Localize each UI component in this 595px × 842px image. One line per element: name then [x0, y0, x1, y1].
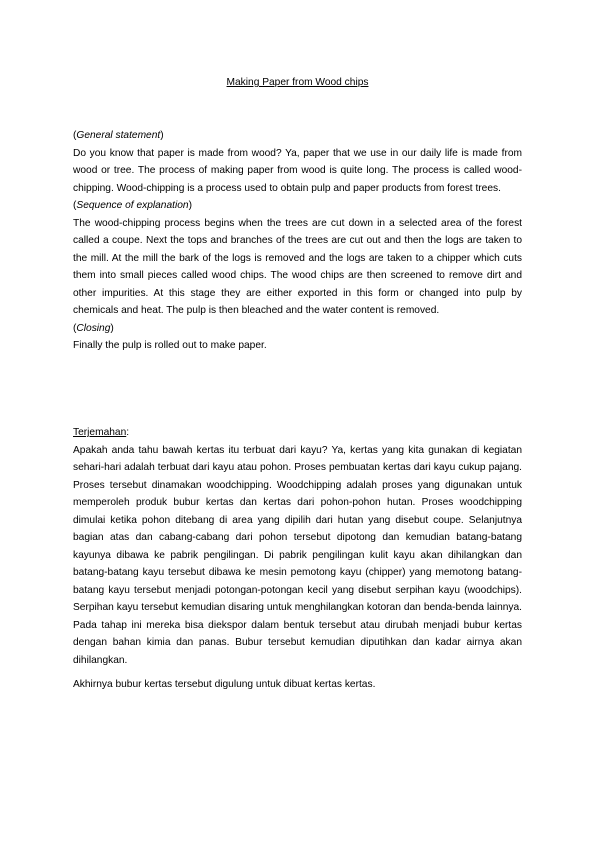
sequence-text: The wood-chipping process begins when the trees are cut down in a selected area of the forest called a coupe. Next the tops and branches of the trees are cut out and then the logs are taken to the mill. At the mill the bark of the logs is removed and the logs are taken to a chipper which cuts them into small pieces called wood chips. The wood chips are then screened to remove dirt and other impurities. At this stage they are either exported in this form or changed into pulp by chemicals and heat. The pulp is then bleached and the water content is removed.: [73, 217, 522, 316]
translation-section: [73, 424, 522, 669]
sequence-label-text: Sequence of explanation: [76, 200, 189, 211]
closing-label: (Closing): [73, 322, 114, 334]
english-section: [73, 127, 522, 355]
translation-closing: Akhirnya bubur kertas tersebut digulung untuk dibuat kertas kertas.: [73, 679, 376, 690]
translation-heading: [73, 424, 522, 442]
translation-closing-section: [73, 676, 522, 694]
general-statement-text: Do you know that paper is made from wood? Ya, paper that we use in our daily life is made from wood or tree. The process of making paper from wood is quite long. The process is called wood-chipping. Wood-chipping is a process used to obtain pulp and paper products from forest trees.: [73, 147, 522, 194]
translation-heading-colon: :: [126, 427, 130, 438]
closing-text: Finally the pulp is rolled out to make paper.: [73, 340, 267, 351]
translation-body: Apakah anda tahu bawah kertas itu terbuat dari kayu? Ya, kertas yang kita gunakan di kegiatan sehari-hari adalah terbuat dari kayu atau pohon. Proses pembuatan kertas dari kayu cukup pajang. Proses tersebut dinamakan woodchipping. Woodchipping adalah proses yang digunakan untuk memperoleh produk bubur kertas dan kertas dari pohon-pohon hutan. Proses woodchipping dimulai ketika pohon ditebang di area yang dipilih dari hutan yang disebut coupe. Selanjutnya bagian atas dan cabang-cabang dari pohon tersebut dipotong dan kemudian batang-batang kayunya dibawa ke pabrik pengilingan. Di pabrik pengilingan kulit kayu akan dihilangkan dan batang-batang kayu tersebut dibawa ke mesin pemotong kayu (chipper) yang memotong batang-batang kayu tersebut menjadi potongan-potongan kecil yang disebut serpihan kayu (woodchips). Serpihan kayu tersebut kemudian disaring untuk menghilangkan kotoran dan benda-benda lainnya. Pada tahap ini mereka bisa diekspor dalam bentuk tersebut atau dirubah menjadi bubur kertas dengan bahan kimia dan panas. Bubur tersebut kemudian diputihkan dan kadar airnya akan dihilangkan.: [73, 444, 522, 666]
translation-heading-text: Terjemahan: [73, 427, 127, 438]
general-statement-label: (General statement): [73, 130, 164, 141]
closing-label-text: Closing: [76, 322, 111, 334]
sequence-label: (Sequence of explanation): [73, 200, 192, 211]
document-title: Making Paper from Wood chips: [226, 77, 369, 88]
general-statement-label-text: General statement: [76, 130, 161, 141]
